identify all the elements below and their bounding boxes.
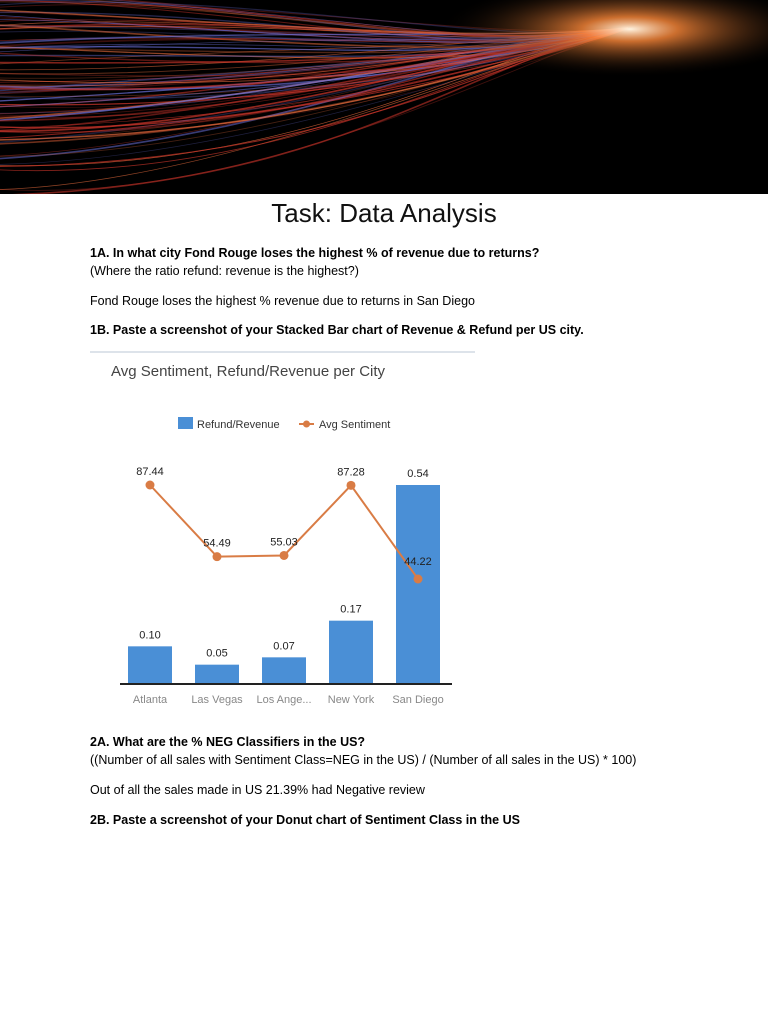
x-tick-label: Los Ange...: [256, 694, 312, 706]
chart-title: Avg Sentiment, Refund/Revenue per City: [111, 363, 386, 380]
header-banner-image: [0, 0, 768, 194]
question-1a-subtext: (Where the ratio refund: revenue is the highest?): [90, 264, 359, 278]
bar-san-diego: [396, 485, 440, 683]
legend-swatch-refund-revenue: [178, 417, 193, 429]
x-tick-label: San Diego: [392, 694, 444, 706]
sentiment-point: [280, 551, 289, 560]
bar-value-label: 0.10: [139, 629, 161, 642]
sentiment-point: [414, 575, 423, 584]
x-tick-label: Las Vegas: [191, 694, 243, 706]
bar-value-label: 0.07: [273, 640, 295, 653]
sentiment-value-label: 44.22: [404, 556, 432, 568]
legend-label-refund-revenue: Refund/Revenue: [197, 419, 280, 431]
bar-atlanta: [128, 646, 172, 683]
legend-label-avg-sentiment: Avg Sentiment: [319, 419, 391, 431]
sentiment-value-label: 54.49: [203, 537, 231, 550]
bar-los-ange: [262, 657, 306, 683]
bar-value-label: 0.17: [340, 603, 362, 616]
sentiment-value-label: 87.44: [136, 466, 164, 478]
legend-marker-avg-sentiment: [303, 421, 310, 428]
combo-chart: [90, 350, 475, 712]
sentiment-value-label: 55.03: [270, 536, 298, 549]
question-2a: 2A. What are the % NEG Classifiers in the US?: [90, 735, 366, 749]
question-2a-subtext: ((Number of all sales with Sentiment Class=NEG in the US) / (Number of all sales in the US) * 100): [90, 753, 637, 767]
sentiment-point: [213, 552, 222, 561]
bar-new-york: [329, 621, 373, 683]
x-tick-label: Atlanta: [132, 694, 168, 706]
sentiment-value-label: 87.28: [337, 466, 365, 479]
answer-1a: Fond Rouge loses the highest % revenue due to returns in San Diego: [90, 294, 475, 308]
sentiment-point: [347, 481, 356, 490]
sentiment-point: [146, 481, 155, 490]
bar-value-label: 0.05: [206, 647, 228, 660]
bar-las-vegas: [195, 665, 239, 683]
bar-value-label: 0.54: [407, 468, 429, 480]
chart-screenshot: [90, 350, 475, 712]
page-title: Task: Data Analysis: [271, 198, 497, 228]
question-1b: 1B. Paste a screenshot of your Stacked Bar chart of Revenue & Refund per US city.: [90, 323, 584, 337]
chart-legend: [178, 417, 390, 431]
question-1a: 1A. In what city Fond Rouge loses the highest % of revenue due to returns?: [90, 246, 540, 260]
avg-sentiment-line: [150, 485, 418, 579]
answer-2a: Out of all the sales made in US 21.39% had Negative review: [90, 783, 425, 797]
x-tick-label: New York: [327, 694, 375, 706]
question-2b: 2B. Paste a screenshot of your Donut chart of Sentiment Class in the US: [90, 813, 520, 827]
